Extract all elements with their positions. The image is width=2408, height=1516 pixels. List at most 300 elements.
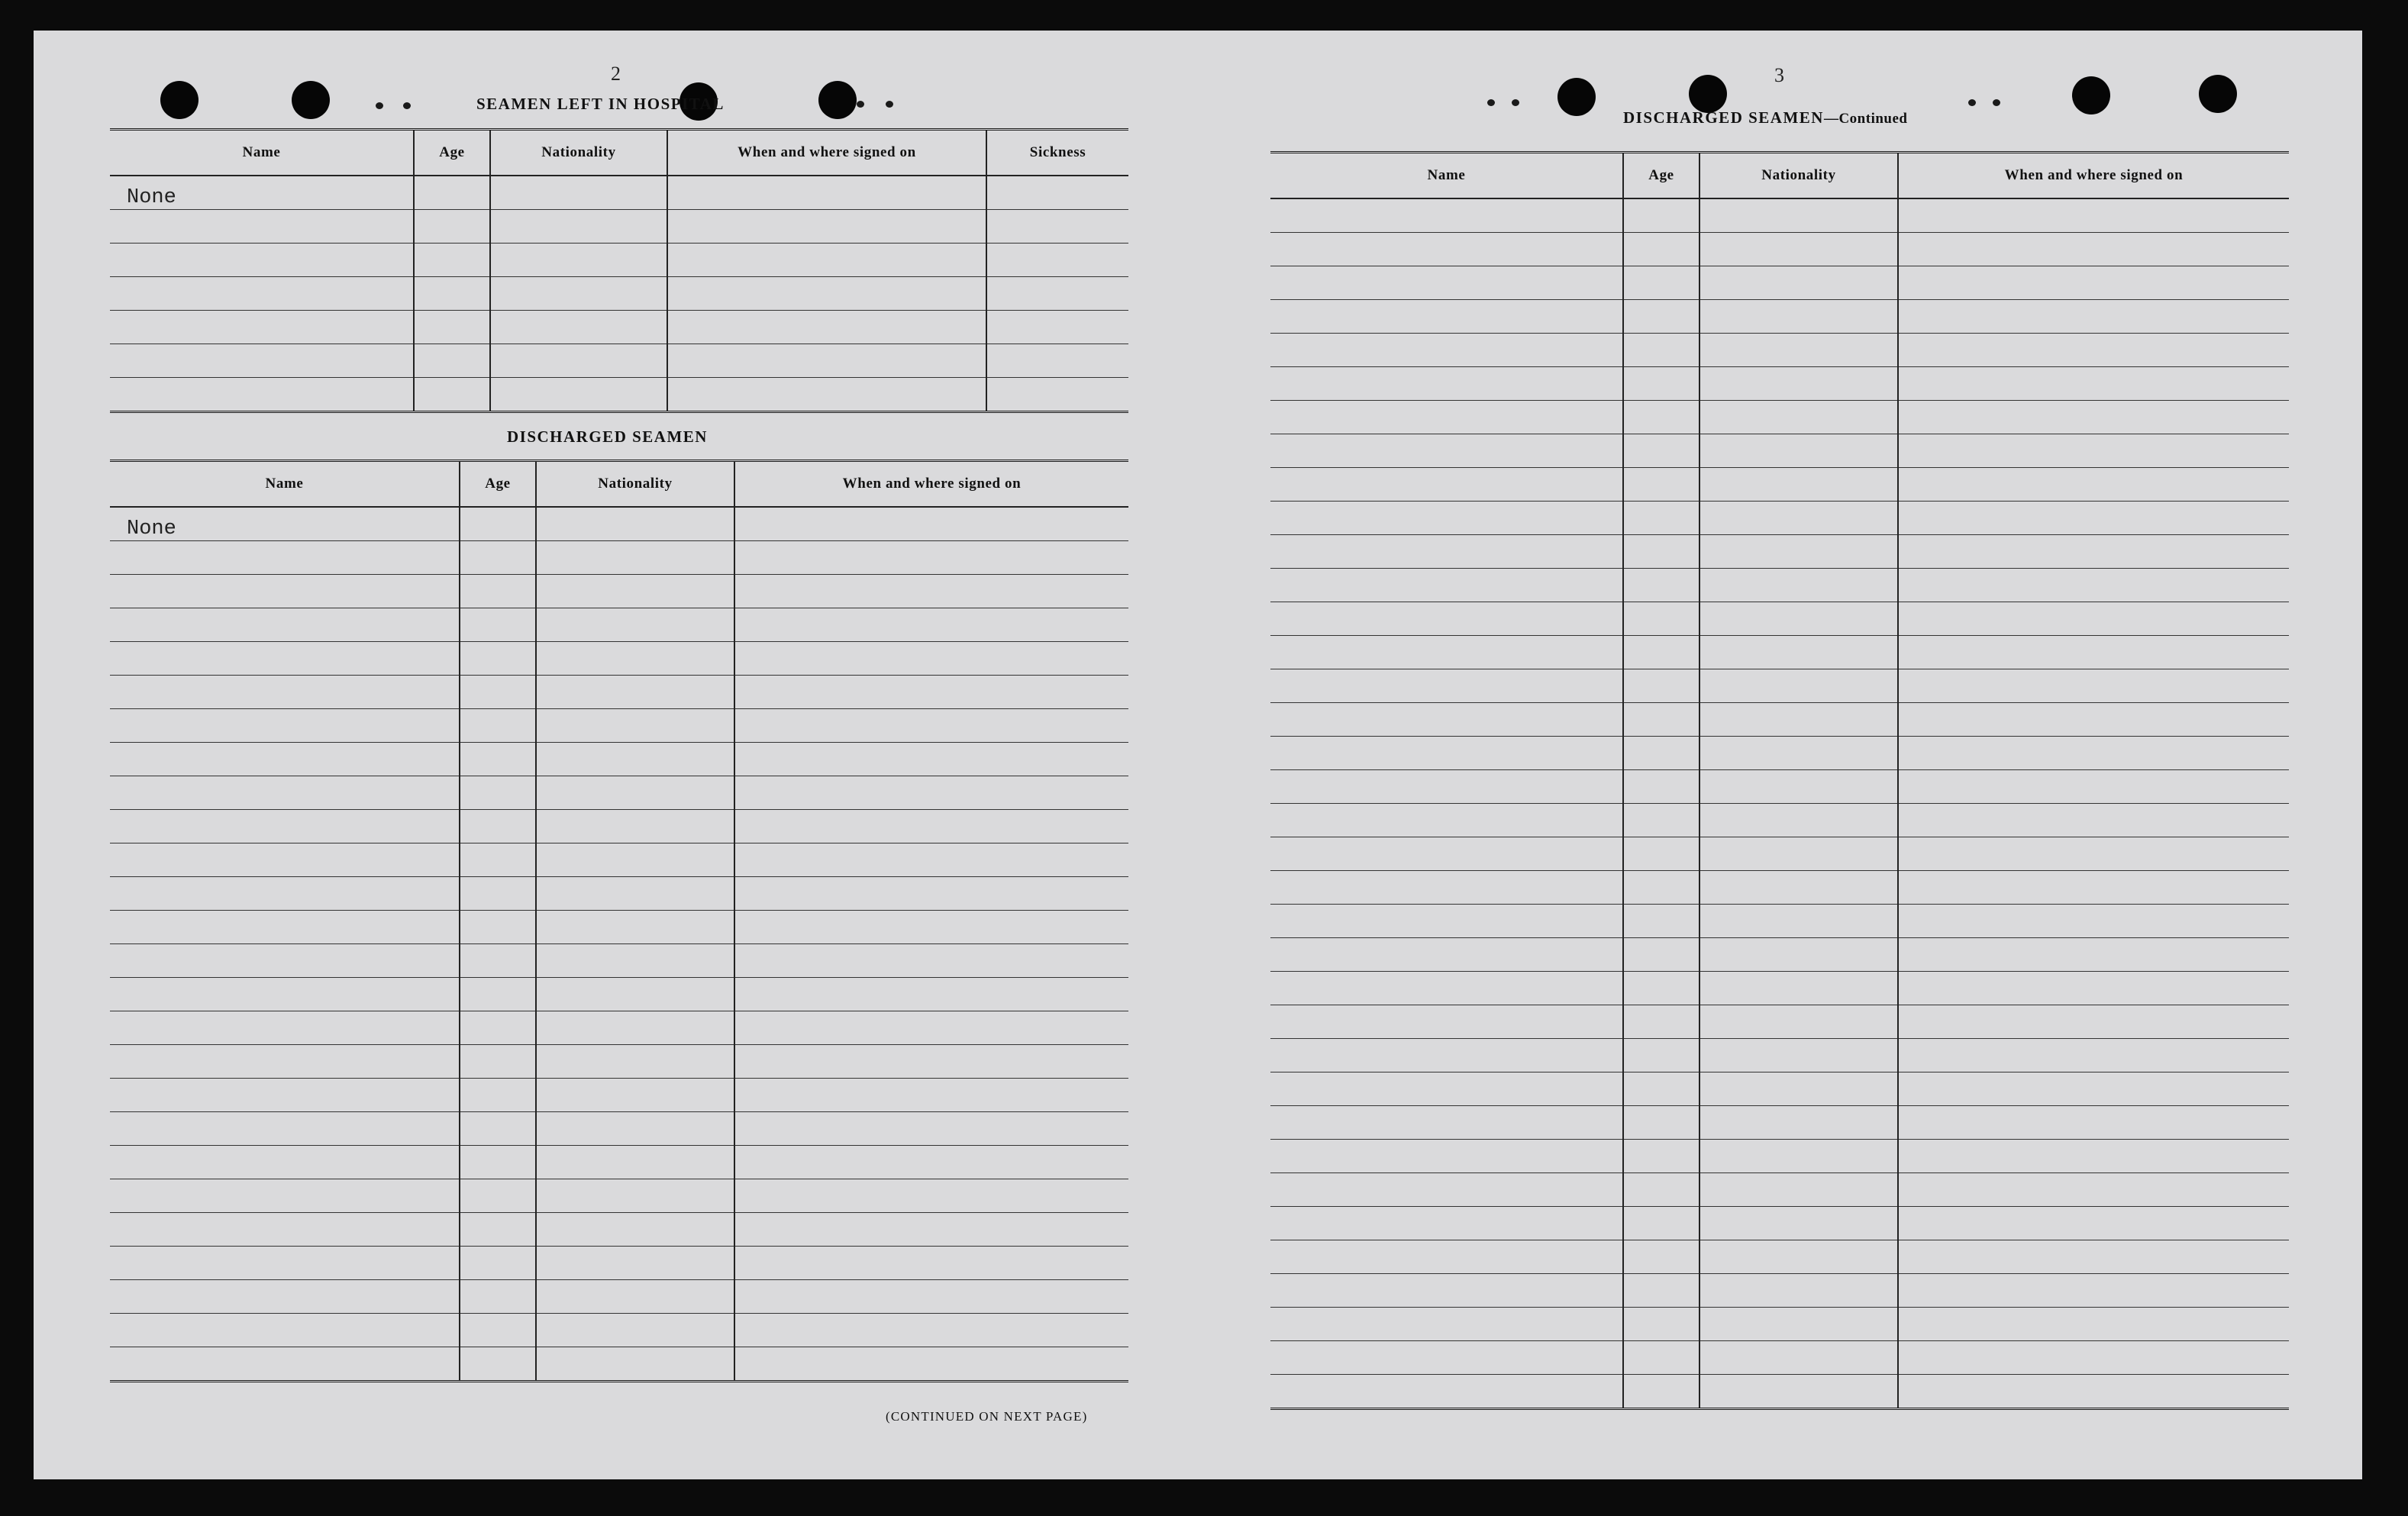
discharged-continued-row: [1270, 905, 2289, 938]
table-cell: [460, 507, 536, 541]
discharged-row: [110, 843, 1128, 877]
column-header-age: Age: [460, 461, 536, 508]
table-cell: [1699, 972, 1898, 1005]
table-cell: [1699, 737, 1898, 770]
table-cell: [734, 877, 1128, 911]
table-cell: [1898, 1005, 2289, 1039]
table-cell: [460, 642, 536, 676]
table-cell: [1623, 233, 1699, 266]
table-cell: [110, 575, 460, 608]
continued-note: (CONTINUED ON NEXT PAGE): [886, 1409, 1088, 1424]
table-cell: [490, 311, 667, 344]
page-number-right: 3: [1774, 64, 1784, 86]
table-cell: [1623, 636, 1699, 669]
table-cell: [667, 244, 986, 277]
column-header-nationality: Nationality: [490, 130, 667, 176]
table-cell: [1270, 535, 1623, 569]
table-cell: [460, 575, 536, 608]
table-cell: [460, 1112, 536, 1146]
table-cell: [1898, 804, 2289, 837]
table-cell: [1623, 871, 1699, 905]
title-suffix: —Continued: [1823, 111, 1908, 127]
discharged-row: [110, 1011, 1128, 1045]
table-cell: [1898, 535, 2289, 569]
table-cell: [1898, 938, 2289, 972]
table-cell: [490, 378, 667, 412]
table-cell: [110, 709, 460, 743]
discharged-continued-row: [1270, 1173, 2289, 1207]
table-cell: [1270, 468, 1623, 502]
discharged-continued-row: [1270, 1072, 2289, 1106]
table-cell: [1898, 233, 2289, 266]
table-cell: [536, 676, 734, 709]
table-cell: [536, 642, 734, 676]
discharged-continued-table: [1270, 151, 2289, 1410]
table-cell: [1898, 871, 2289, 905]
table-cell: [667, 277, 986, 311]
discharged-continued-row: [1270, 837, 2289, 871]
table-cell: [536, 507, 734, 541]
table-cell: [1699, 1173, 1898, 1207]
table-cell: [110, 541, 460, 575]
discharged-row: [110, 1280, 1128, 1314]
table-cell: [734, 978, 1128, 1011]
hospital-row: [110, 378, 1128, 412]
table-cell: [1270, 198, 1623, 233]
table-cell: [1623, 1173, 1699, 1207]
hospital-row: [110, 311, 1128, 344]
column-header-age: Age: [414, 130, 490, 176]
table-cell: [460, 608, 536, 642]
table-cell: [460, 1247, 536, 1280]
discharged-continued-row: [1270, 401, 2289, 434]
discharged-section-title: DISCHARGED SEAMEN: [507, 427, 708, 446]
discharged-continued-row: [1270, 367, 2289, 401]
table-cell: [460, 978, 536, 1011]
table-cell: [1623, 1140, 1699, 1173]
binder-hole: [1557, 78, 1596, 116]
column-header-nationality: Nationality: [1699, 153, 1898, 199]
table-cell: [110, 1146, 460, 1179]
table-cell: [460, 1079, 536, 1112]
document-sheet: [34, 31, 2362, 1479]
table-cell: [110, 311, 414, 344]
discharged-continued-title: [1623, 108, 1907, 127]
table-cell: [1898, 468, 2289, 502]
discharged-continued-header-row: [1270, 153, 2289, 199]
column-header-name: Name: [110, 461, 460, 508]
discharged-continued-row: [1270, 300, 2289, 334]
table-cell: [1699, 367, 1898, 401]
table-cell: [460, 911, 536, 944]
table-cell: [536, 776, 734, 810]
table-cell: [1699, 468, 1898, 502]
discharged-continued-row: [1270, 938, 2289, 972]
table-cell: None: [110, 507, 460, 541]
table-cell: [1898, 770, 2289, 804]
discharged-row: [110, 1347, 1128, 1382]
table-cell: [1699, 434, 1898, 468]
table-cell: [734, 541, 1128, 575]
table-cell: [1270, 569, 1623, 602]
table-cell: [536, 1314, 734, 1347]
table-cell: [1898, 1375, 2289, 1409]
table-cell: [1623, 535, 1699, 569]
discharged-continued-row: [1270, 1308, 2289, 1341]
table-cell: [986, 344, 1128, 378]
table-cell: [1270, 837, 1623, 871]
table-cell: [1270, 636, 1623, 669]
table-cell: [734, 575, 1128, 608]
table-cell: [1623, 1072, 1699, 1106]
discharged-row: [110, 944, 1128, 978]
table-cell: [1623, 1005, 1699, 1039]
table-cell: [734, 776, 1128, 810]
discharged-continued-row: [1270, 535, 2289, 569]
table-cell: [490, 176, 667, 210]
table-cell: [1699, 1240, 1898, 1274]
table-cell: [110, 344, 414, 378]
table-cell: [1623, 972, 1699, 1005]
table-cell: [1623, 434, 1699, 468]
discharged-row: [110, 541, 1128, 575]
table-cell: [460, 1045, 536, 1079]
table-cell: [110, 743, 460, 776]
table-cell: [1623, 334, 1699, 367]
table-cell: [667, 311, 986, 344]
discharged-continued-row: [1270, 1274, 2289, 1308]
discharged-continued-row: [1270, 502, 2289, 535]
table-cell: [734, 1045, 1128, 1079]
table-cell: [110, 911, 460, 944]
table-cell: [536, 743, 734, 776]
table-cell: [1623, 1039, 1699, 1072]
table-cell: [110, 378, 414, 412]
table-cell: [460, 877, 536, 911]
table-cell: [490, 277, 667, 311]
discharged-row: [110, 507, 1128, 541]
table-cell: [536, 1347, 734, 1382]
table-cell: [1270, 703, 1623, 737]
table-cell: [536, 1011, 734, 1045]
table-cell: [1699, 703, 1898, 737]
discharged-continued-row: [1270, 1106, 2289, 1140]
table-cell: [414, 210, 490, 244]
discharged-continued-row: [1270, 1375, 2289, 1409]
table-cell: [1270, 1274, 1623, 1308]
table-cell: [986, 210, 1128, 244]
table-cell: [1898, 602, 2289, 636]
punch-mark: [1512, 99, 1519, 106]
table-cell: [1270, 1375, 1623, 1409]
table-cell: [110, 978, 460, 1011]
table-cell: [1270, 401, 1623, 434]
table-cell: [536, 877, 734, 911]
table-cell: [1898, 837, 2289, 871]
table-cell: [110, 810, 460, 843]
table-cell: [536, 541, 734, 575]
table-cell: [1623, 468, 1699, 502]
discharged-continued-row: [1270, 434, 2289, 468]
discharged-header-row: [110, 461, 1128, 508]
table-cell: [1270, 602, 1623, 636]
table-cell: [1699, 266, 1898, 300]
table-cell: [460, 944, 536, 978]
table-cell: [734, 507, 1128, 541]
punch-mark: [1487, 99, 1495, 106]
table-cell: None: [110, 176, 414, 210]
table-cell: [734, 743, 1128, 776]
table-cell: [536, 843, 734, 877]
table-cell: [110, 1314, 460, 1347]
discharged-continued-row: [1270, 1140, 2289, 1173]
discharged-continued-row: [1270, 1240, 2289, 1274]
table-cell: [1623, 1341, 1699, 1375]
table-cell: [1270, 1240, 1623, 1274]
table-cell: [1699, 636, 1898, 669]
table-cell: [1699, 1375, 1898, 1409]
table-cell: [734, 1280, 1128, 1314]
punch-mark: [857, 101, 864, 108]
table-cell: [734, 676, 1128, 709]
table-cell: [460, 1011, 536, 1045]
table-cell: [110, 776, 460, 810]
table-cell: [734, 1011, 1128, 1045]
table-cell: [1898, 502, 2289, 535]
table-cell: [1623, 703, 1699, 737]
table-cell: [1270, 737, 1623, 770]
discharged-continued-row: [1270, 972, 2289, 1005]
table-cell: [1270, 1173, 1623, 1207]
table-cell: [734, 843, 1128, 877]
discharged-continued-row: [1270, 233, 2289, 266]
discharged-continued-row: [1270, 468, 2289, 502]
table-cell: [1270, 669, 1623, 703]
table-cell: [110, 1213, 460, 1247]
table-cell: [110, 277, 414, 311]
table-cell: [1270, 434, 1623, 468]
binder-hole: [160, 81, 199, 119]
table-cell: [1270, 1072, 1623, 1106]
table-cell: [1623, 804, 1699, 837]
punch-mark: [403, 102, 411, 109]
table-cell: [1898, 434, 2289, 468]
table-cell: [460, 843, 536, 877]
discharged-row: [110, 676, 1128, 709]
column-header-signed-on: When and where signed on: [1898, 153, 2289, 199]
table-cell: [110, 1280, 460, 1314]
table-cell: [1898, 636, 2289, 669]
table-cell: [110, 944, 460, 978]
table-cell: [1898, 1240, 2289, 1274]
table-cell: [1270, 938, 1623, 972]
table-cell: [536, 608, 734, 642]
table-cell: [110, 1347, 460, 1382]
table-cell: [1270, 1005, 1623, 1039]
discharged-continued-row: [1270, 1341, 2289, 1375]
punch-mark: [376, 102, 383, 109]
table-cell: [536, 1079, 734, 1112]
table-cell: [1623, 770, 1699, 804]
table-cell: [1898, 1072, 2289, 1106]
table-cell: [1898, 737, 2289, 770]
discharged-continued-row: [1270, 871, 2289, 905]
table-cell: [1270, 266, 1623, 300]
table-cell: [734, 642, 1128, 676]
table-cell: [1898, 1039, 2289, 1072]
table-cell: [490, 210, 667, 244]
discharged-row: [110, 877, 1128, 911]
page-number-left: 2: [611, 63, 621, 85]
table-cell: [1623, 669, 1699, 703]
table-cell: [460, 1347, 536, 1382]
table-cell: [1898, 266, 2289, 300]
table-cell: [414, 378, 490, 412]
table-cell: [1270, 1140, 1623, 1173]
discharged-continued-row: [1270, 804, 2289, 837]
table-cell: [1898, 972, 2289, 1005]
table-cell: [1623, 502, 1699, 535]
table-cell: [1623, 905, 1699, 938]
column-header-sickness: Sickness: [986, 130, 1128, 176]
table-cell: [536, 709, 734, 743]
table-cell: [110, 676, 460, 709]
discharged-row: [110, 1045, 1128, 1079]
discharged-row: [110, 1079, 1128, 1112]
column-header-age: Age: [1623, 153, 1699, 199]
table-cell: [734, 911, 1128, 944]
table-cell: [734, 1079, 1128, 1112]
table-cell: [1699, 502, 1898, 535]
table-cell: [1623, 737, 1699, 770]
discharged-continued-row: [1270, 266, 2289, 300]
table-cell: [1898, 1341, 2289, 1375]
table-cell: [536, 944, 734, 978]
table-cell: [1270, 905, 1623, 938]
table-cell: [536, 575, 734, 608]
table-cell: [1699, 1005, 1898, 1039]
table-cell: [414, 277, 490, 311]
table-cell: [1623, 401, 1699, 434]
table-cell: [1623, 1274, 1699, 1308]
table-cell: [460, 1280, 536, 1314]
column-header-nationality: Nationality: [536, 461, 734, 508]
hospital-row: [110, 244, 1128, 277]
table-cell: [110, 1011, 460, 1045]
table-cell: [1623, 367, 1699, 401]
discharged-continued-row: [1270, 669, 2289, 703]
table-cell: [1898, 905, 2289, 938]
binder-hole: [1689, 75, 1727, 113]
table-cell: [1699, 300, 1898, 334]
table-cell: [460, 810, 536, 843]
discharged-row: [110, 608, 1128, 642]
table-cell: [734, 608, 1128, 642]
table-cell: [1699, 1140, 1898, 1173]
table-cell: [1699, 1072, 1898, 1106]
table-cell: [414, 311, 490, 344]
table-cell: [110, 1045, 460, 1079]
table-cell: [1270, 233, 1623, 266]
discharged-row: [110, 642, 1128, 676]
table-cell: [1270, 334, 1623, 367]
punch-mark: [1993, 99, 2000, 106]
hospital-section-title: SEAMEN LEFT IN HOSPITAL: [476, 95, 725, 113]
table-cell: [1699, 669, 1898, 703]
table-cell: [1623, 569, 1699, 602]
table-cell: [1699, 535, 1898, 569]
table-cell: [986, 277, 1128, 311]
table-cell: [1699, 1106, 1898, 1140]
table-cell: [734, 1213, 1128, 1247]
table-cell: [536, 1213, 734, 1247]
table-cell: [460, 1146, 536, 1179]
table-cell: [414, 344, 490, 378]
hospital-header-row: [110, 130, 1128, 176]
discharged-row: [110, 1213, 1128, 1247]
table-cell: [1623, 266, 1699, 300]
table-cell: [734, 1314, 1128, 1347]
table-cell: [460, 1314, 536, 1347]
table-cell: [536, 1146, 734, 1179]
discharged-continued-row: [1270, 636, 2289, 669]
column-header-name: Name: [110, 130, 414, 176]
hospital-row: [110, 176, 1128, 210]
table-cell: [110, 244, 414, 277]
table-cell: [536, 1179, 734, 1213]
table-cell: [1699, 1341, 1898, 1375]
table-cell: [1623, 198, 1699, 233]
table-cell: [110, 1179, 460, 1213]
table-cell: [1270, 871, 1623, 905]
discharged-continued-row: [1270, 1039, 2289, 1072]
table-cell: [536, 1112, 734, 1146]
table-cell: [1270, 300, 1623, 334]
discharged-row: [110, 810, 1128, 843]
table-cell: [460, 676, 536, 709]
discharged-continued-row: [1270, 1005, 2289, 1039]
table-cell: [536, 810, 734, 843]
table-cell: [536, 978, 734, 1011]
discharged-continued-row: [1270, 1207, 2289, 1240]
table-cell: [1699, 569, 1898, 602]
discharged-continued-row: [1270, 602, 2289, 636]
table-cell: [1699, 871, 1898, 905]
hospital-row: [110, 277, 1128, 311]
table-cell: [1699, 938, 1898, 972]
table-cell: [1699, 770, 1898, 804]
table-cell: [667, 378, 986, 412]
table-cell: [1898, 334, 2289, 367]
table-cell: [1623, 1308, 1699, 1341]
table-cell: [1270, 502, 1623, 535]
table-cell: [460, 776, 536, 810]
discharged-row: [110, 1112, 1128, 1146]
table-cell: [1699, 334, 1898, 367]
table-cell: [734, 1112, 1128, 1146]
table-cell: [1623, 602, 1699, 636]
table-cell: [986, 378, 1128, 412]
discharged-continued-row: [1270, 198, 2289, 233]
table-cell: [1898, 569, 2289, 602]
table-cell: [1699, 804, 1898, 837]
table-cell: [536, 1045, 734, 1079]
discharged-row: [110, 1179, 1128, 1213]
discharged-row: [110, 911, 1128, 944]
table-cell: [536, 911, 734, 944]
table-cell: [1270, 1039, 1623, 1072]
table-cell: [1623, 1240, 1699, 1274]
